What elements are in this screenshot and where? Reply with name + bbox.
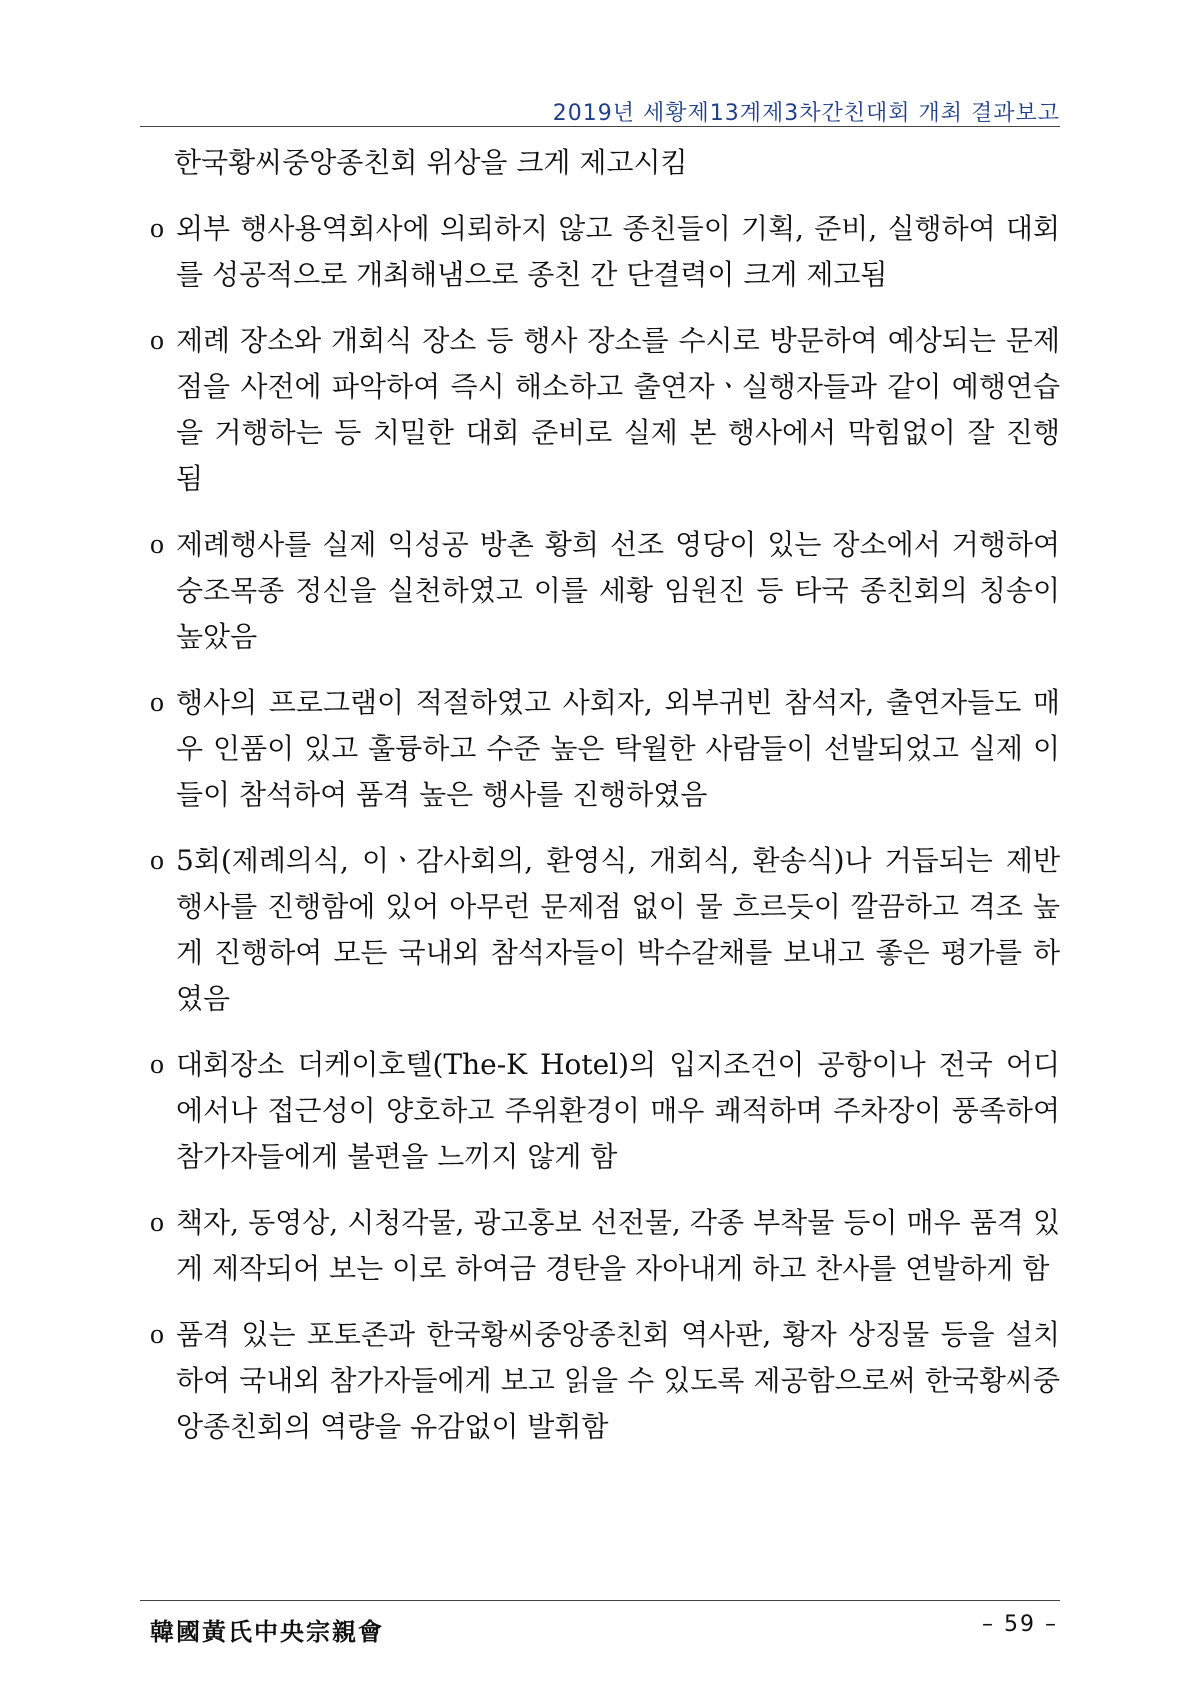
bullet-item-text: 책자, 동영상, 시청각물, 광고홍보 선전물, 각종 부착물 등이 매우 품격 있게 제작되어 보는 이로 하여금 경탄을 자아내게 하고 찬사를 연발하게 함 <box>176 1206 1060 1285</box>
lead-paragraph: 한국황씨중앙종친회 위상을 크게 제고시킴 <box>174 146 688 179</box>
footer-divider <box>140 1600 1060 1601</box>
bullet-item-text: 제례행사를 실제 익성공 방촌 황희 선조 영당이 있는 장소에서 거행하여 숭조목종 정신을 실천하였고 이를 세황 임원진 등 타국 종친회의 칭송이 높았음 <box>176 528 1060 653</box>
bullet-marker: o <box>150 845 164 876</box>
bullet-marker: o <box>150 1207 164 1238</box>
bullet-item-text: 대회장소 더케이호텔(The-K Hotel)의 입지조건이 공항이나 전국 어디에서나 접근성이 양호하고 주위환경이 매우 쾌적하며 주차장이 풍족하여 참가자들에게 불편을 느끼지 않게 함 <box>176 1048 1060 1173</box>
bullet-item <box>150 522 1060 660</box>
bullet-item <box>150 318 1060 502</box>
bullet-item <box>150 680 1060 818</box>
bullet-marker: o <box>150 687 164 718</box>
bullet-marker: o <box>150 1319 164 1350</box>
bullet-item-text: 외부 행사용역회사에 의뢰하지 않고 종친들이 기획, 준비, 실행하여 대회를 성공적으로 개최해냄으로 종친 간 단결력이 크게 제고됨 <box>176 212 1060 291</box>
bullet-item-text: 품격 있는 포토존과 한국황씨중앙종친회 역사판, 황자 상징물 등을 설치하여 국내외 참가자들에게 보고 읽을 수 있도록 제공함으로써 한국황씨중앙종친회의 역량을 유감없이 발휘함 <box>176 1318 1060 1443</box>
bullet-item-text: 행사의 프로그램이 적절하였고 사회자, 외부귀빈 참석자, 출연자들도 매우 인품이 있고 훌륭하고 수준 높은 탁월한 사람들이 선발되었고 실제 이들이 참석하여 품격 높은 행사를 진행하였음 <box>176 686 1060 811</box>
bullet-item <box>150 1042 1060 1180</box>
footer-organization-name: 韓國黃氏中央宗親會 <box>150 1617 384 1646</box>
document-body <box>150 140 1060 1470</box>
bullet-item-text: 5회(제례의식, 이ㆍ감사회의, 환영식, 개회식, 환송식)나 거듭되는 제반 행사를 진행함에 있어 아무런 문제점 없이 물 흐르듯이 깔끔하고 격조 높게 진행하여 모든 국내외 참석자들이 박수갈채를 보내고 좋은 평가를 하였음 <box>176 844 1060 1015</box>
bullet-marker: o <box>150 529 164 560</box>
page-header-title: 2019년 세황제13계제3차간친대회 개최 결과보고 <box>552 101 1060 126</box>
bullet-item <box>150 206 1060 298</box>
bullet-item-text: 제례 장소와 개회식 장소 등 행사 장소를 수시로 방문하여 예상되는 문제점을 사전에 파악하여 즉시 해소하고 출연자ㆍ실행자들과 같이 예행연습을 거행하는 등 치밀한 대회 준비로 실제 본 행사에서 막힘없이 잘 진행 됨 <box>176 324 1060 495</box>
bullet-marker: o <box>150 325 164 356</box>
bullet-item <box>150 1312 1060 1450</box>
bullet-marker: o <box>150 1049 164 1080</box>
bullet-marker: o <box>150 213 164 244</box>
bullet-item <box>150 1200 1060 1292</box>
page-number: – 59 – <box>982 1612 1058 1637</box>
header-divider <box>140 126 1060 127</box>
bullet-item <box>150 838 1060 1022</box>
